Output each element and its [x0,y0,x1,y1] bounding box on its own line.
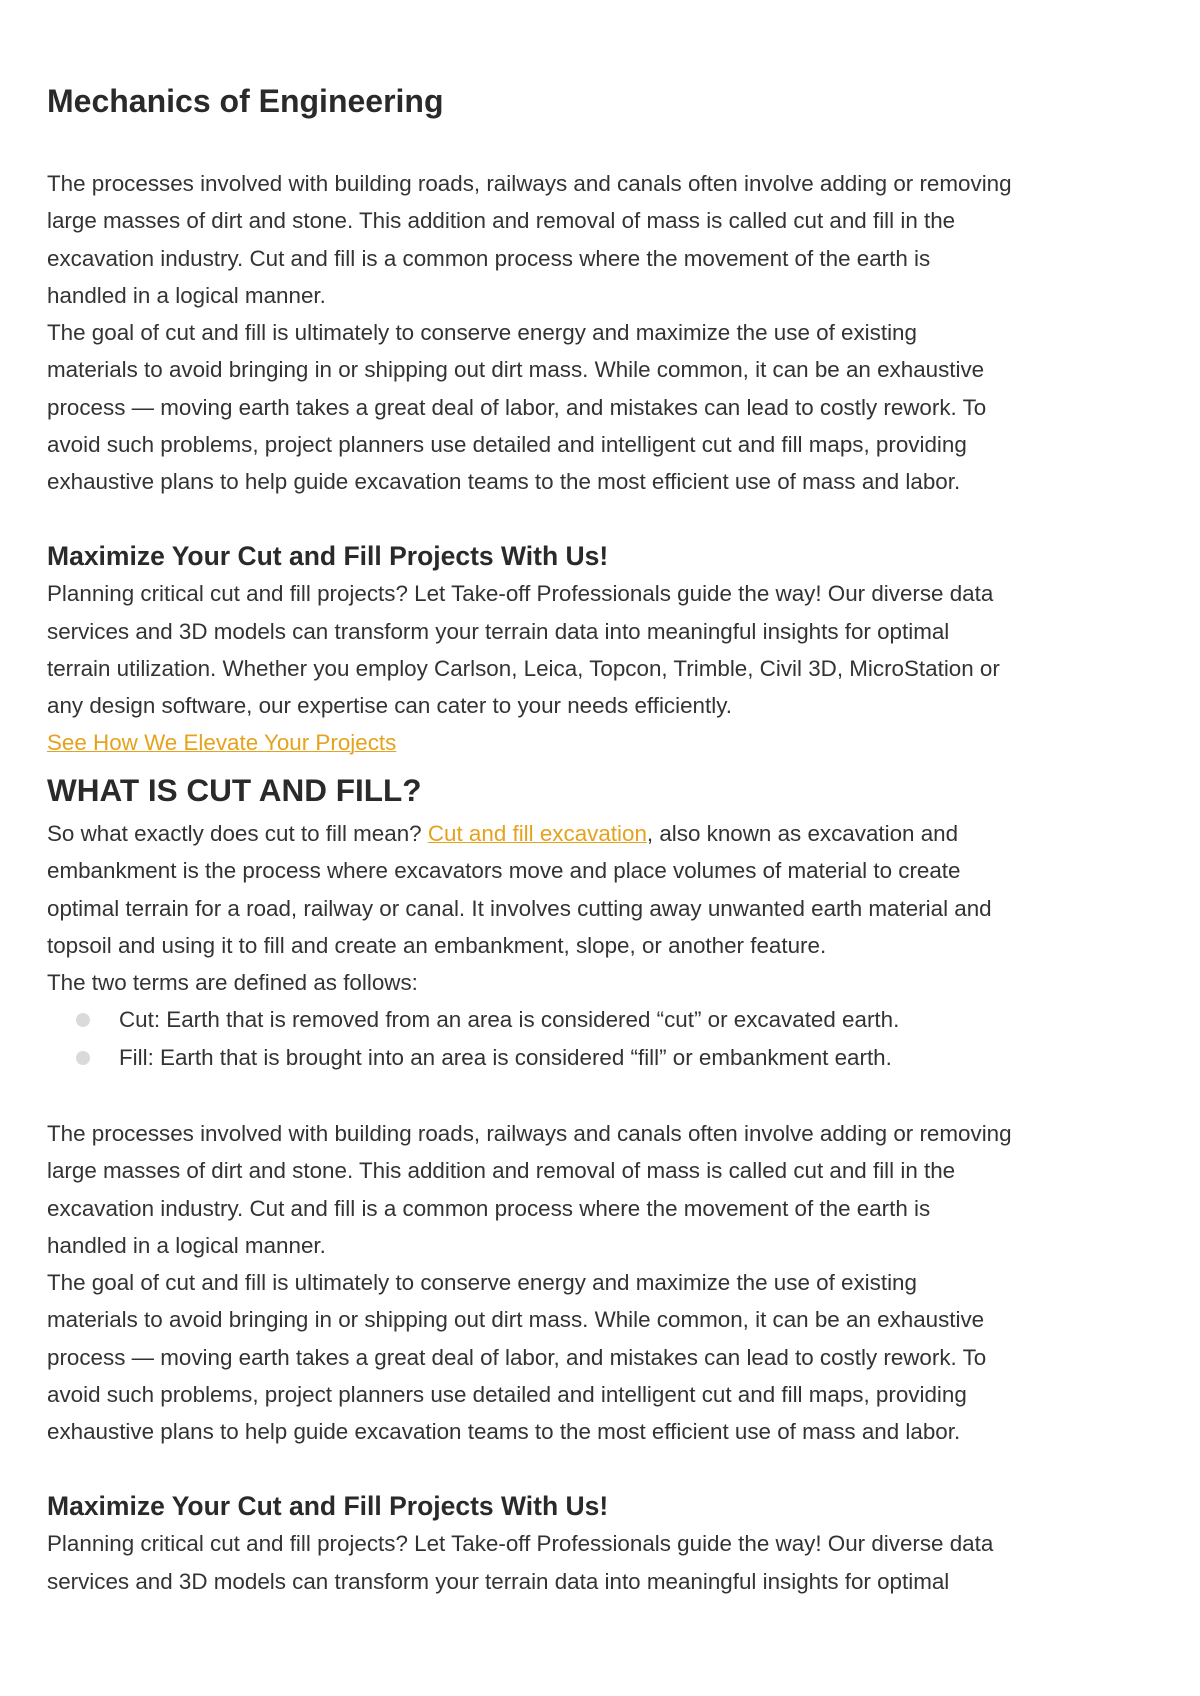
text-line: Planning critical cut and fill projects? Let Take-off Professionals guide the way! Our diverse data [47,581,994,607]
text-line: The goal of cut and fill is ultimately to conserve energy and maximize the use of existing [47,1270,917,1296]
maximize-section [47,538,1172,762]
elevate-projects-link[interactable]: See How We Elevate Your Projects [47,730,397,756]
bullet-icon [76,1013,90,1027]
bullet-icon [76,1051,90,1065]
intro-paragraph [47,165,1172,501]
list-item [47,1039,1172,1076]
cta-line [47,724,1172,761]
maximize-section-repeat [47,1488,1172,1600]
page-title: Mechanics of Engineering [47,83,444,119]
text-line: services and 3D models can transform your terrain data into meaningful insights for optimal [47,1568,950,1594]
text-line: Planning critical cut and fill projects? Let Take-off Professionals guide the way! Our diverse data [47,1531,994,1557]
list-item [47,1001,1172,1038]
text-line: large masses of dirt and stone. This addition and removal of mass is called cut and fill in the [47,208,956,234]
text-line: topsoil and using it to fill and create an embankment, slope, or another feature. [47,932,827,958]
text-line: avoid such problems, project planners use detailed and intelligent cut and fill maps, providing [47,432,967,458]
text-line: excavation industry. Cut and fill is a common process where the movement of the earth is [47,245,931,271]
text-line: exhaustive plans to help guide excavation teams to the most efficient use of mass and labor. [47,1419,961,1445]
text-line: handled in a logical manner. [47,1232,326,1258]
text-fragment: , also known as excavation and [646,821,959,846]
text-line: excavation industry. Cut and fill is a common process where the movement of the earth is [47,1195,931,1221]
text-line: optimal terrain for a road, railway or canal. It involves cutting away unwanted earth material and [47,895,992,921]
section-subheading: Maximize Your Cut and Fill Projects With Us! [47,1491,609,1521]
list-item-text: Fill: Earth that is brought into an area is considered “fill” or embankment earth. [119,1044,892,1070]
text-line: exhaustive plans to help guide excavation teams to the most efficient use of mass and labor. [47,469,961,495]
intro-paragraph-repeat [47,1115,1172,1451]
text-line: any design software, our expertise can cater to your needs efficiently. [47,693,732,719]
terms-list [47,1001,1172,1076]
section-subheading: Maximize Your Cut and Fill Projects With Us! [47,541,609,571]
text-line: avoid such problems, project planners use detailed and intelligent cut and fill maps, providing [47,1382,967,1408]
list-item-text: Cut: Earth that is removed from an area is considered “cut” or excavated earth. [119,1007,900,1033]
text-line: terrain utilization. Whether you employ Carlson, Leica, Topcon, Trimble, Civil 3D, MicroStation or [47,655,1000,681]
text-fragment: So what exactly does cut to fill mean? [47,821,428,846]
text-line: The processes involved with building roads, railways and canals often involve adding or removing [47,1121,1012,1146]
section-heading: WHAT IS CUT AND FILL? [47,772,422,808]
cut-and-fill-excavation-link[interactable]: Cut and fill excavation [427,821,647,846]
text-line: handled in a logical manner. [47,282,326,308]
text-line: process — moving earth takes a great deal of labor, and mistakes can lead to costly rework. To [47,394,987,420]
text-line: large masses of dirt and stone. This addition and removal of mass is called cut and fill in the [47,1158,956,1184]
text-line: materials to avoid bringing in or shipping out dirt mass. While common, it can be an exhaustive [47,1307,985,1333]
text-line: services and 3D models can transform your terrain data into meaningful insights for optimal [47,618,950,644]
text-line: materials to avoid bringing in or shipping out dirt mass. While common, it can be an exhaustive [47,357,985,383]
text-line: The goal of cut and fill is ultimately to conserve energy and maximize the use of existing [47,320,917,346]
text-line [47,815,1172,852]
text-line: embankment is the process where excavators move and place volumes of material to create [47,858,961,884]
text-line: The processes involved with building roads, railways and canals often involve adding or removing [47,171,1012,196]
definition-paragraph [47,815,1172,1076]
text-line: process — moving earth takes a great deal of labor, and mistakes can lead to costly rework. To [47,1344,987,1370]
terms-intro: The two terms are defined as follows: [47,970,418,996]
